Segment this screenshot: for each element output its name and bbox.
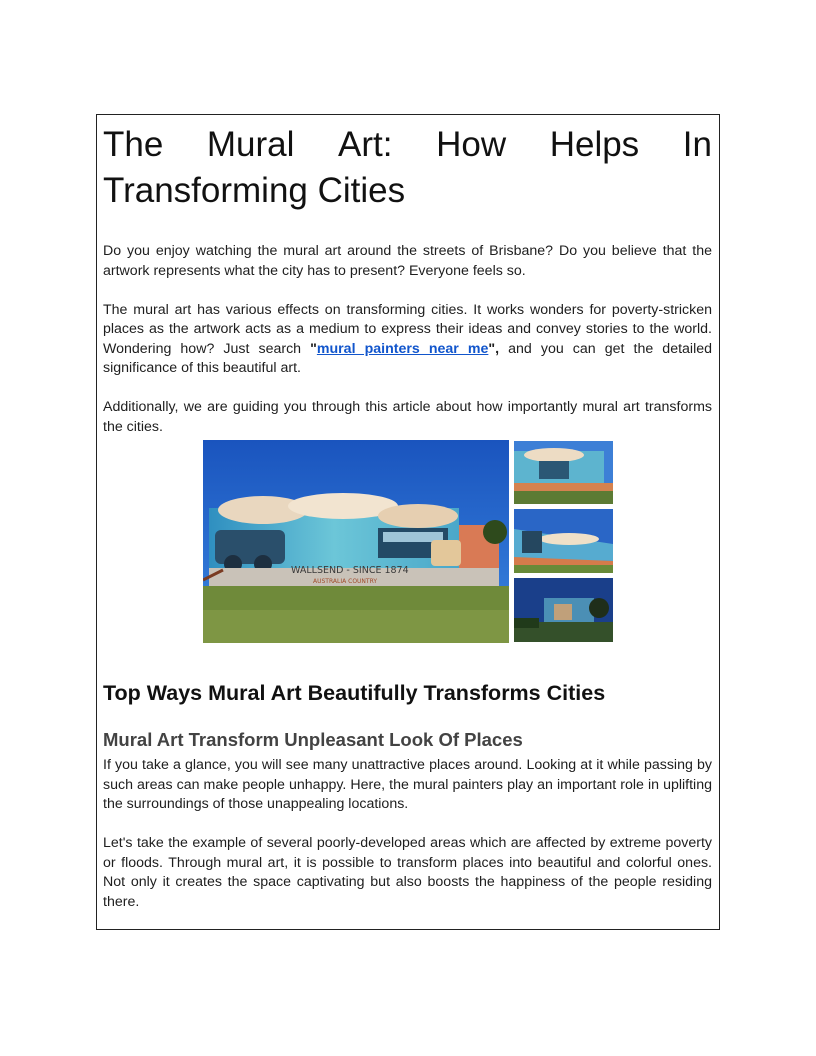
quote-open: " [310,340,317,357]
section-heading: Top Ways Mural Art Beautifully Transforms Cities [103,681,606,705]
mural-thumbnail-1 [514,441,613,504]
wallsend-mural-photo [203,440,509,643]
mural-thumbnail-2 [514,509,613,573]
mural-photo-gallery [103,440,712,646]
quote-close: ", [488,340,500,357]
title-word: In [682,125,712,164]
title-word: Art: [338,125,393,164]
title-line-2: Transforming Cities [103,171,406,210]
title-word: How [436,125,507,164]
title-line-1 [103,122,712,168]
title-word: Helps [549,125,640,164]
unpleasant-look-paragraph: If you take a glance, you will see many unattractive places around. Looking at it while passing by such areas can make people unhappy. Here, the mural painters play an important role in uplifting the surroundings of those unappealing locations. [103,757,712,812]
mural-sign-subtitle: AUSTRALIA COUNTRY [313,578,378,585]
mural-sign-title: WALLSEND - SINCE 1874 [291,565,409,576]
mural-thumbnail-3 [514,578,613,642]
poverty-example-paragraph: Let's take the example of several poorly-developed areas which are affected by extreme poverty or floods. Through mural art, it is possible to transform places into beautiful and colorful ones. Not only it creates the space captivating but also boosts the happiness of the people residing there. [103,835,712,910]
guide-paragraph: Additionally, we are guiding you through this article about how importantly mural art transforms the cities. [103,399,712,435]
effects-text-end: and you can get the detailed significance of this beautiful art. [103,340,713,376]
document-body [103,118,712,912]
title-word: Mural [206,125,295,164]
subsection-heading: Mural Art Transform Unpleasant Look Of Places [103,729,523,750]
mural-painters-link[interactable]: mural painters near me [316,340,489,357]
effects-paragraph [103,301,712,379]
page-title [103,122,712,214]
intro-paragraph: Do you enjoy watching the mural art around the streets of Brisbane? Do you believe that the artwork represents what the city has to present? Everyone feels so. [103,243,712,279]
title-word: The [103,125,164,164]
effects-text: The mural art has various effects on transforming cities. It works wonders for poverty-stricken places as the artwork acts as a medium to express their ideas and convey stories to the world. Wondering how? Just search [103,301,712,357]
